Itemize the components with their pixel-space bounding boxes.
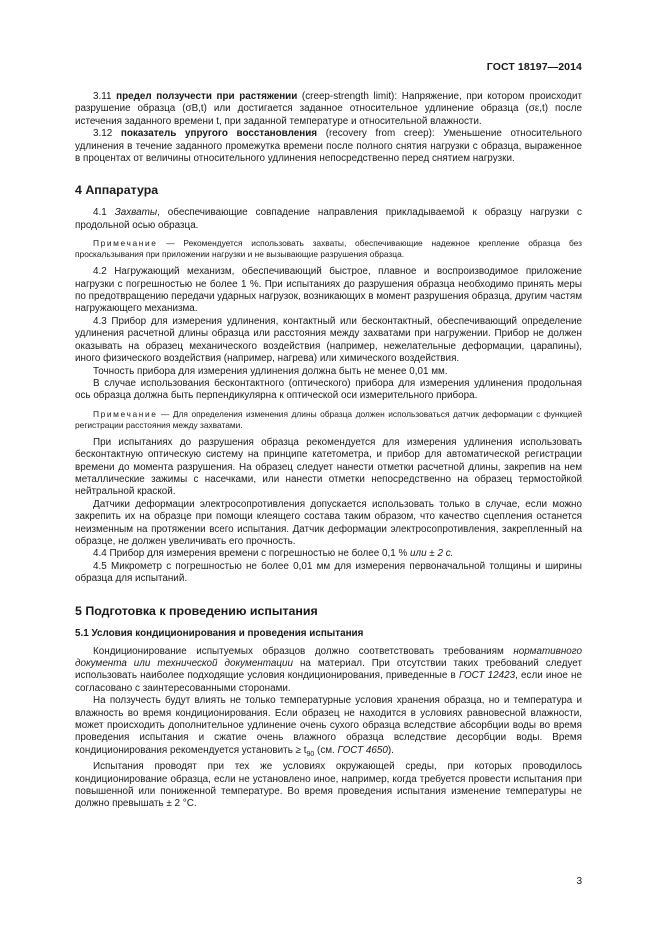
- clause-5-1-conditioning: Кондиционирование испытуемых образцов должно соответствовать требованиям нормативного документа или технической документации на материал. При отсутствии таких требований следует использовать наиболее подходящие условия кондиционирования, приведенные в ГОСТ 12423, если иное не согласовано с заинтересованными сторонами.: [75, 645, 582, 694]
- section-4-title: 4 Аппаратура: [75, 183, 159, 198]
- term-recovery: показатель упругого восстановления: [120, 128, 318, 140]
- clause-3-12: 3.12 показатель упругого восстановления (recovery from creep): Уменьшение относительного удлинения в течение заданного промежутка времени после полного снятия нагрузки с образца, выраженное в процентах от величины относительного удлинения непосредственно перед снятием нагрузки.: [75, 128, 582, 165]
- section-5-title: 5 Подготовка к проведению испытания: [75, 603, 318, 618]
- term-creep-strength: предел ползучести при растяжении: [116, 91, 298, 102]
- subsection-5-1-title: 5.1 Условия кондиционирования и проведения испытания: [75, 627, 364, 639]
- clause-4-5: 4.5 Микрометр с погрешностью не более 0,01 мм для измерения первоначальной толщины и ширины образца для испытаний.: [75, 560, 582, 585]
- clause-5-1-humidity: На ползучесть будут влиять не только температурные условия хранения образца, но и температура и влажность во время кондиционирования. Если образец не находится в условиях равновесной влажности, может происходить дополнительное удлинение очень сухого образца вследствие абсорбции воды во время проведения испытания и сжатие очень влажного образца вследствие десорбции воды. Время кондиционирования рекомендуется установить ≥ $t_{90}$ (см. ГОСТ 4650).: [75, 695, 582, 758]
- clause-4-1: 4.1 Захваты, обеспечивающие совпадение направления прикладываемой к образцу нагрузки с продольной осью образца.: [75, 207, 582, 231]
- clause-4-2: 4.2 Нагружающий механизм, обеспечивающий быстрое, плавное и воспроизводимое приложение нагрузки с погрешностью не более 1 %. При испытаниях до разрушения образца необходимо принять меры по предотвращению передачи ударных нагрузок, возникающих в момент разрушения образца, другим частям нагружающего механизма.: [75, 266, 582, 315]
- clause-4-3-gauges: Датчики деформации электросопротивления допускается использовать только в случае, если можно закрепить их на образце при помощи клеящего состава таким образом, что качество сцепления останется неизменным на протяжении всего испытания. Датчик деформации электросопротивления, закрепленный на образце, не должен увеличивать его прочность.: [75, 498, 582, 547]
- note-4-1: Примечание — Рекомендуется использовать захваты, обеспечивающие надежное крепление образца без проскальзывания при приложении нагрузки и не вызывающие разрушения образца.: [75, 238, 582, 260]
- clause-3-11: 3.11 предел ползучести при растяжении (creep-strength limit): Напряжение, при котором происходит разрушение образца (σB,t) или достигается заданное относительное удлинение образца (σε,t) после истечения заданного времени t, при заданной температуре и относительной влажности.: [75, 91, 582, 127]
- document-id: ГОСТ 18197—2014: [486, 61, 582, 73]
- clause-4-3-fracture: При испытаниях до разрушения образца рекомендуется для измерения удлинения использовать бесконтактную оптическую систему на принципе катетометра, и прибор для автоматической регистрации времени до момента разрушения. На образец следует нанести отметки расчетной длины, закрепив на нем металлические зажимы с насечками, или нанести отметки непосредственно на образец термостойкой нейтральной краской.: [75, 436, 582, 498]
- clause-4-3-optical: В случае использования бесконтактного (оптического) прибора для измерения удлинения продольная ось образца должна быть перпендикулярна к оптической оси измерительного прибора.: [75, 377, 582, 402]
- clause-5-1-testing: Испытания проводят при тех же условиях окружающей среды, при которых проводилось кондиционирование образца, если не установлено иное, например, когда требуется провести испытания при повышенной или пониженной температуре. Во время проведения испытания изменение температуры не должно превышать ± 2 °С.: [75, 761, 582, 810]
- clause-4-3: 4.3 Прибор для измерения удлинения, контактный или бесконтактный, обеспечивающий определение удлинения расчетной длины образца или расстояния между захватами при нагружении. Прибор не должен оказывать на образец механического воздействия (например, нежелательные деформации, царапины), иного физического воздействия (например, нагрева) или химического воздействия.: [75, 315, 582, 365]
- page-content: [75, 91, 582, 811]
- page-number: 3: [576, 876, 582, 887]
- clause-4-4: 4.4 Прибор для измерения времени с погрешностью не более 0,1 % или ± 2 с.: [93, 548, 454, 560]
- note-4-3: Примечание — Для определения изменения длины образца должен использоваться датчик деформации с функцией регистрации расстояния между захватами.: [75, 408, 582, 430]
- clause-4-3-accuracy: Точность прибора для измерения удлинения должна быть не менее 0,01 мм.: [93, 365, 448, 377]
